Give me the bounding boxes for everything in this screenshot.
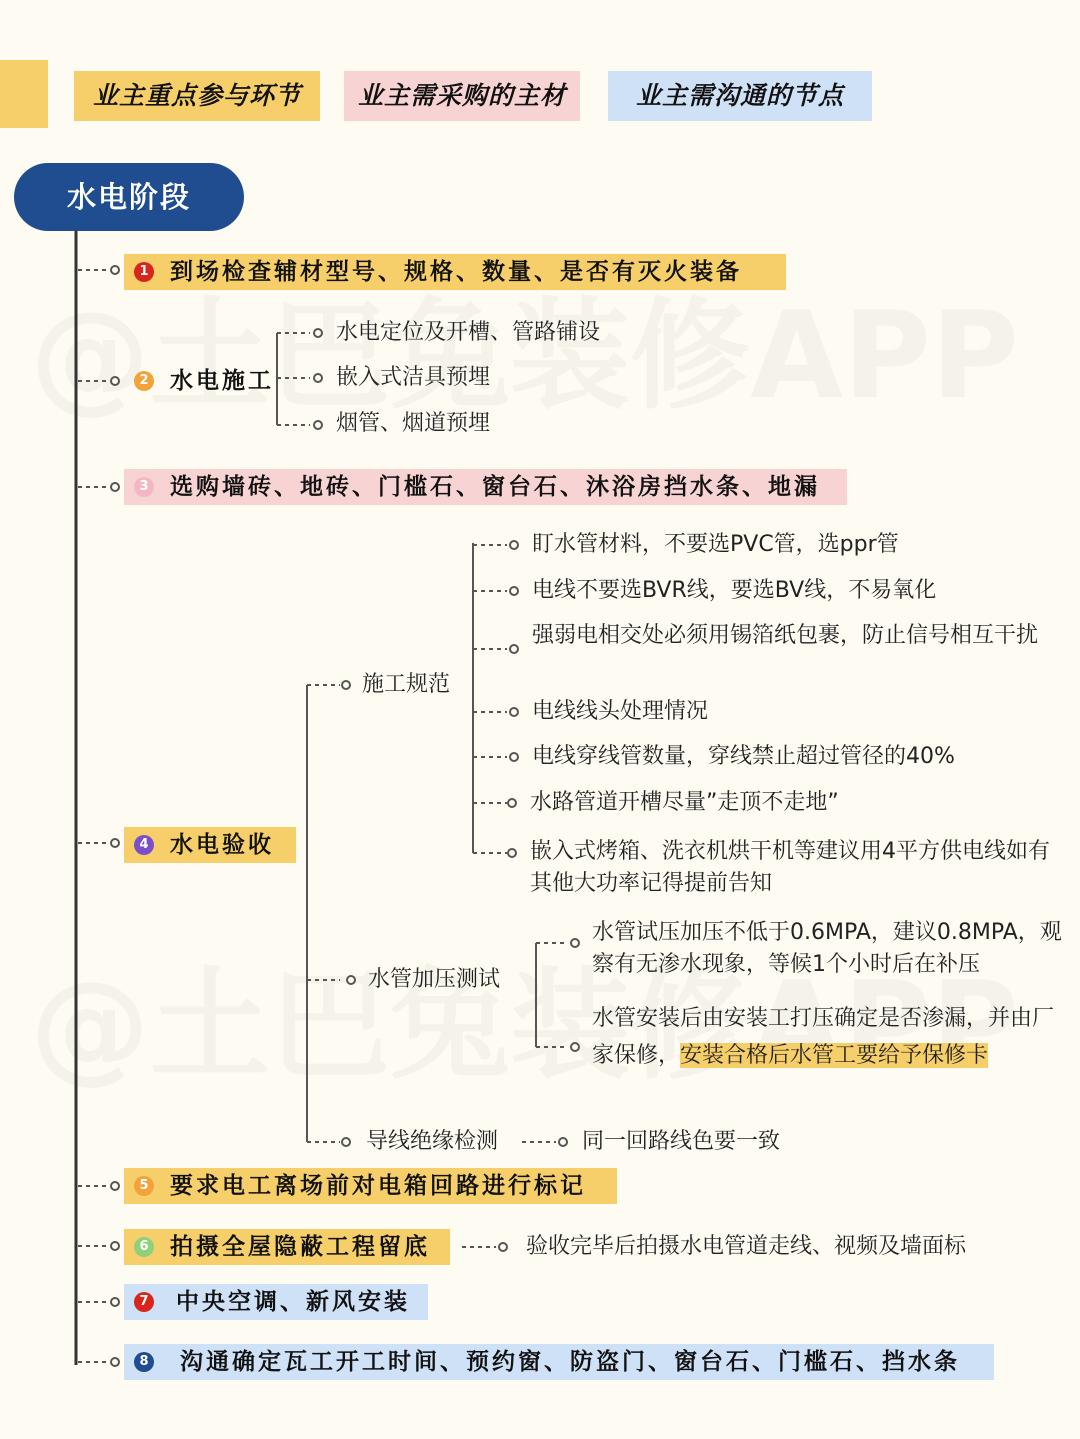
spec-child-3: 强弱电相交处必须用锡箔纸包裹，防止信号相互干扰 — [532, 623, 1039, 648]
pressure-test-child-2-highlight: 安装合格后水管工要给予保修卡 — [680, 1043, 989, 1068]
item-2-label: 水电施工 — [170, 368, 274, 394]
number-6-icon: 6 — [134, 1237, 154, 1257]
item-4-acceptance-check — [124, 827, 296, 863]
pressure-test-label: 水管加压测试 — [368, 967, 501, 992]
spec-child-1: 盯水管材料，不要选PVC管，选ppr管 — [532, 532, 899, 557]
item-5-electrician-mark-circuits — [124, 1168, 617, 1204]
number-8-icon: 8 — [134, 1352, 154, 1372]
item-6-photograph-concealed-work — [124, 1229, 450, 1265]
item-6-label: 拍摄全屋隐蔽工程留底 — [170, 1234, 430, 1260]
item-2-plumbing-electrical-construction — [124, 363, 274, 399]
number-4-icon: 4 — [134, 835, 154, 855]
spec-child-4: 电线线头处理情况 — [532, 699, 709, 724]
insulation-test-child: 同一回路线色要一致 — [582, 1129, 781, 1154]
legend-owner-communicate: 业主需沟通的节点 — [608, 71, 872, 121]
number-7-icon: 7 — [134, 1292, 154, 1312]
item-2-child-2: 嵌入式洁具预埋 — [336, 365, 491, 390]
legend-owner-key-steps: 业主重点参与环节 — [74, 71, 320, 121]
item-2-child-1: 水电定位及开槽、管路铺设 — [336, 320, 601, 345]
spec-child-5: 电线穿线管数量，穿线禁止超过管径的40% — [532, 744, 955, 769]
spec-label: 施工规范 — [362, 672, 451, 697]
item-3-label: 选购墙砖、地砖、门槛石、窗台石、沐浴房挡水条、地漏 — [170, 474, 820, 500]
number-5-icon: 5 — [134, 1176, 154, 1196]
item-2-child-3: 烟管、烟道预埋 — [336, 411, 491, 436]
spec-child-6: 水路管道开槽尽量”走顶不走地” — [530, 790, 839, 815]
spec-child-2: 电线不要选BVR线，要选BV线，不易氧化 — [532, 578, 937, 603]
item-5-label: 要求电工离场前对电箱回路进行标记 — [170, 1173, 586, 1199]
item-7-label: 中央空调、新风安装 — [176, 1289, 410, 1315]
item-7-central-ac-install — [124, 1284, 428, 1320]
item-4-label: 水电验收 — [170, 832, 274, 858]
number-3-icon: 3 — [134, 477, 154, 497]
stage-title: 水电阶段 — [14, 163, 244, 231]
number-2-icon: 2 — [134, 371, 154, 391]
pressure-test-child-1: 水管试压加压不低于0.6MPA，建议0.8MPA，观察有无渗水现象，等候1个小时后在补压 — [592, 920, 1062, 977]
pressure-test-child-2-text: 水管安装后由安装工打压确定是否渗漏，并由厂家保修， — [592, 1006, 1055, 1068]
item-1-label: 到场检查辅材型号、规格、数量、是否有灭火装备 — [170, 259, 742, 285]
item-8-communicate-tiler-schedule — [124, 1344, 994, 1380]
insulation-test-label: 导线绝缘检测 — [366, 1129, 499, 1154]
item-1-inspect-materials — [124, 254, 786, 290]
legend-owner-purchase: 业主需采购的主材 — [344, 71, 580, 121]
spec-child-7: 嵌入式烤箱、洗衣机烘干机等建议用4平方供电线如有其他大功率记得提前告知 — [530, 839, 1050, 896]
item-8-label: 沟通确定瓦工开工时间、预约窗、防盗门、窗台石、门槛石、挡水条 — [180, 1349, 960, 1375]
item-6-child: 验收完毕后拍摄水电管道走线、视频及墙面标 — [526, 1234, 967, 1259]
item-3-purchase-tiles — [124, 469, 847, 505]
number-1-icon: 1 — [134, 262, 154, 282]
pressure-test-child-2 — [592, 1000, 1062, 1074]
